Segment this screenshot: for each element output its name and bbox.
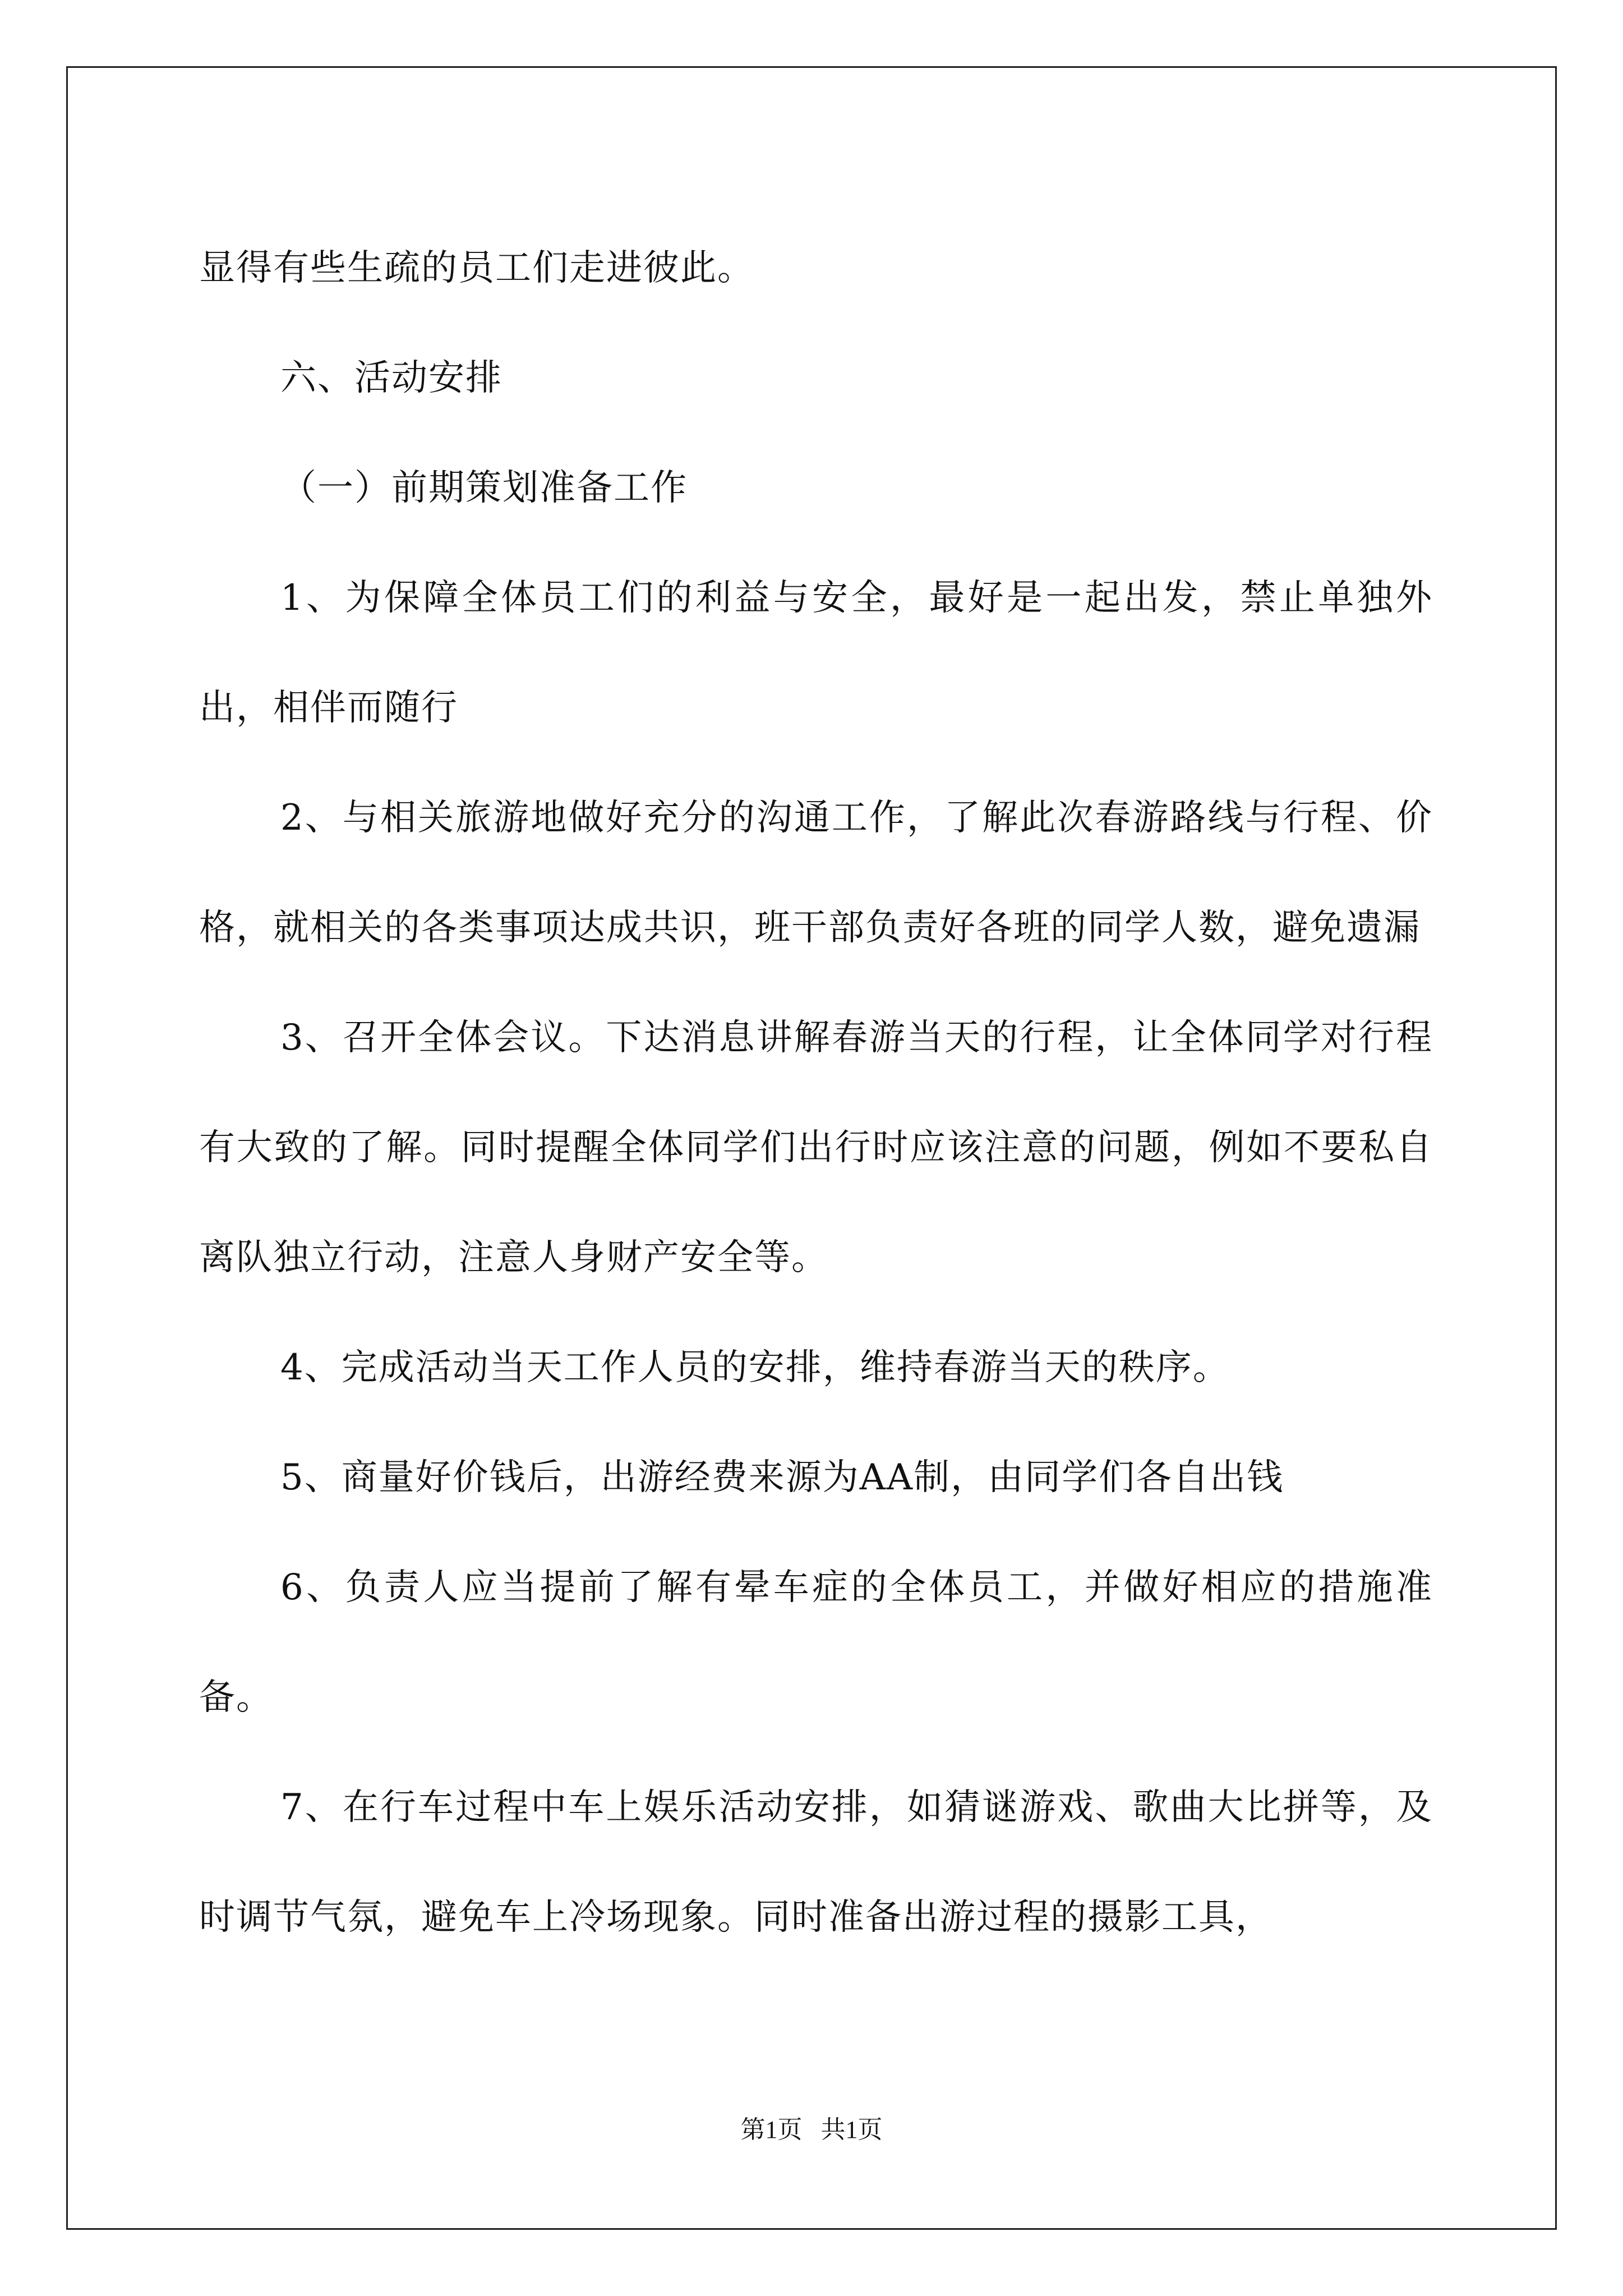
list-item: 1、为保障全体员工们的利益与安全，最好是一起出发，禁止单独外出，相伴而随行 [199, 577, 1433, 729]
list-item: 3、召开全体会议。下达消息讲解春游当天的行程，让全体同学对行程有大致的了解。同时提醒全体同学们出行时应该注意的问题，例如不要私自离队独立行动，注意人身财产安全等。 [199, 1017, 1433, 1278]
section-heading: 六、活动安排 [280, 357, 502, 399]
list-item: 2、与相关旅游地做好充分的沟通工作，了解此次春游路线与行程、价格，就相关的各类事项达成共识，班干部负责好各班的同学人数，避免遗漏 [199, 797, 1433, 949]
list-item: 6、负责人应当提前了解有晕车症的全体员工，并做好相应的措施准备。 [199, 1567, 1433, 1718]
document-body [199, 213, 1433, 1972]
subsection-heading: （一）前期策划准备工作 [280, 467, 688, 509]
list-item: 7、在行车过程中车上娱乐活动安排，如猜谜游戏、歌曲大比拼等，及时调节气氛，避免车上冷场现象。同时准备出游过程的摄影工具， [199, 1787, 1433, 1938]
list-item: 4、完成活动当天工作人员的安排，维持春游当天的秩序。 [280, 1347, 1230, 1388]
paragraph-continuation: 显得有些生疏的员工们走进彼此。 [199, 247, 754, 289]
page-footer: 第1页 共1页 [740, 2116, 883, 2143]
list-item: 5、商量好价钱后，出游经费来源为AA制，由同学们各自出钱 [280, 1457, 1284, 1498]
